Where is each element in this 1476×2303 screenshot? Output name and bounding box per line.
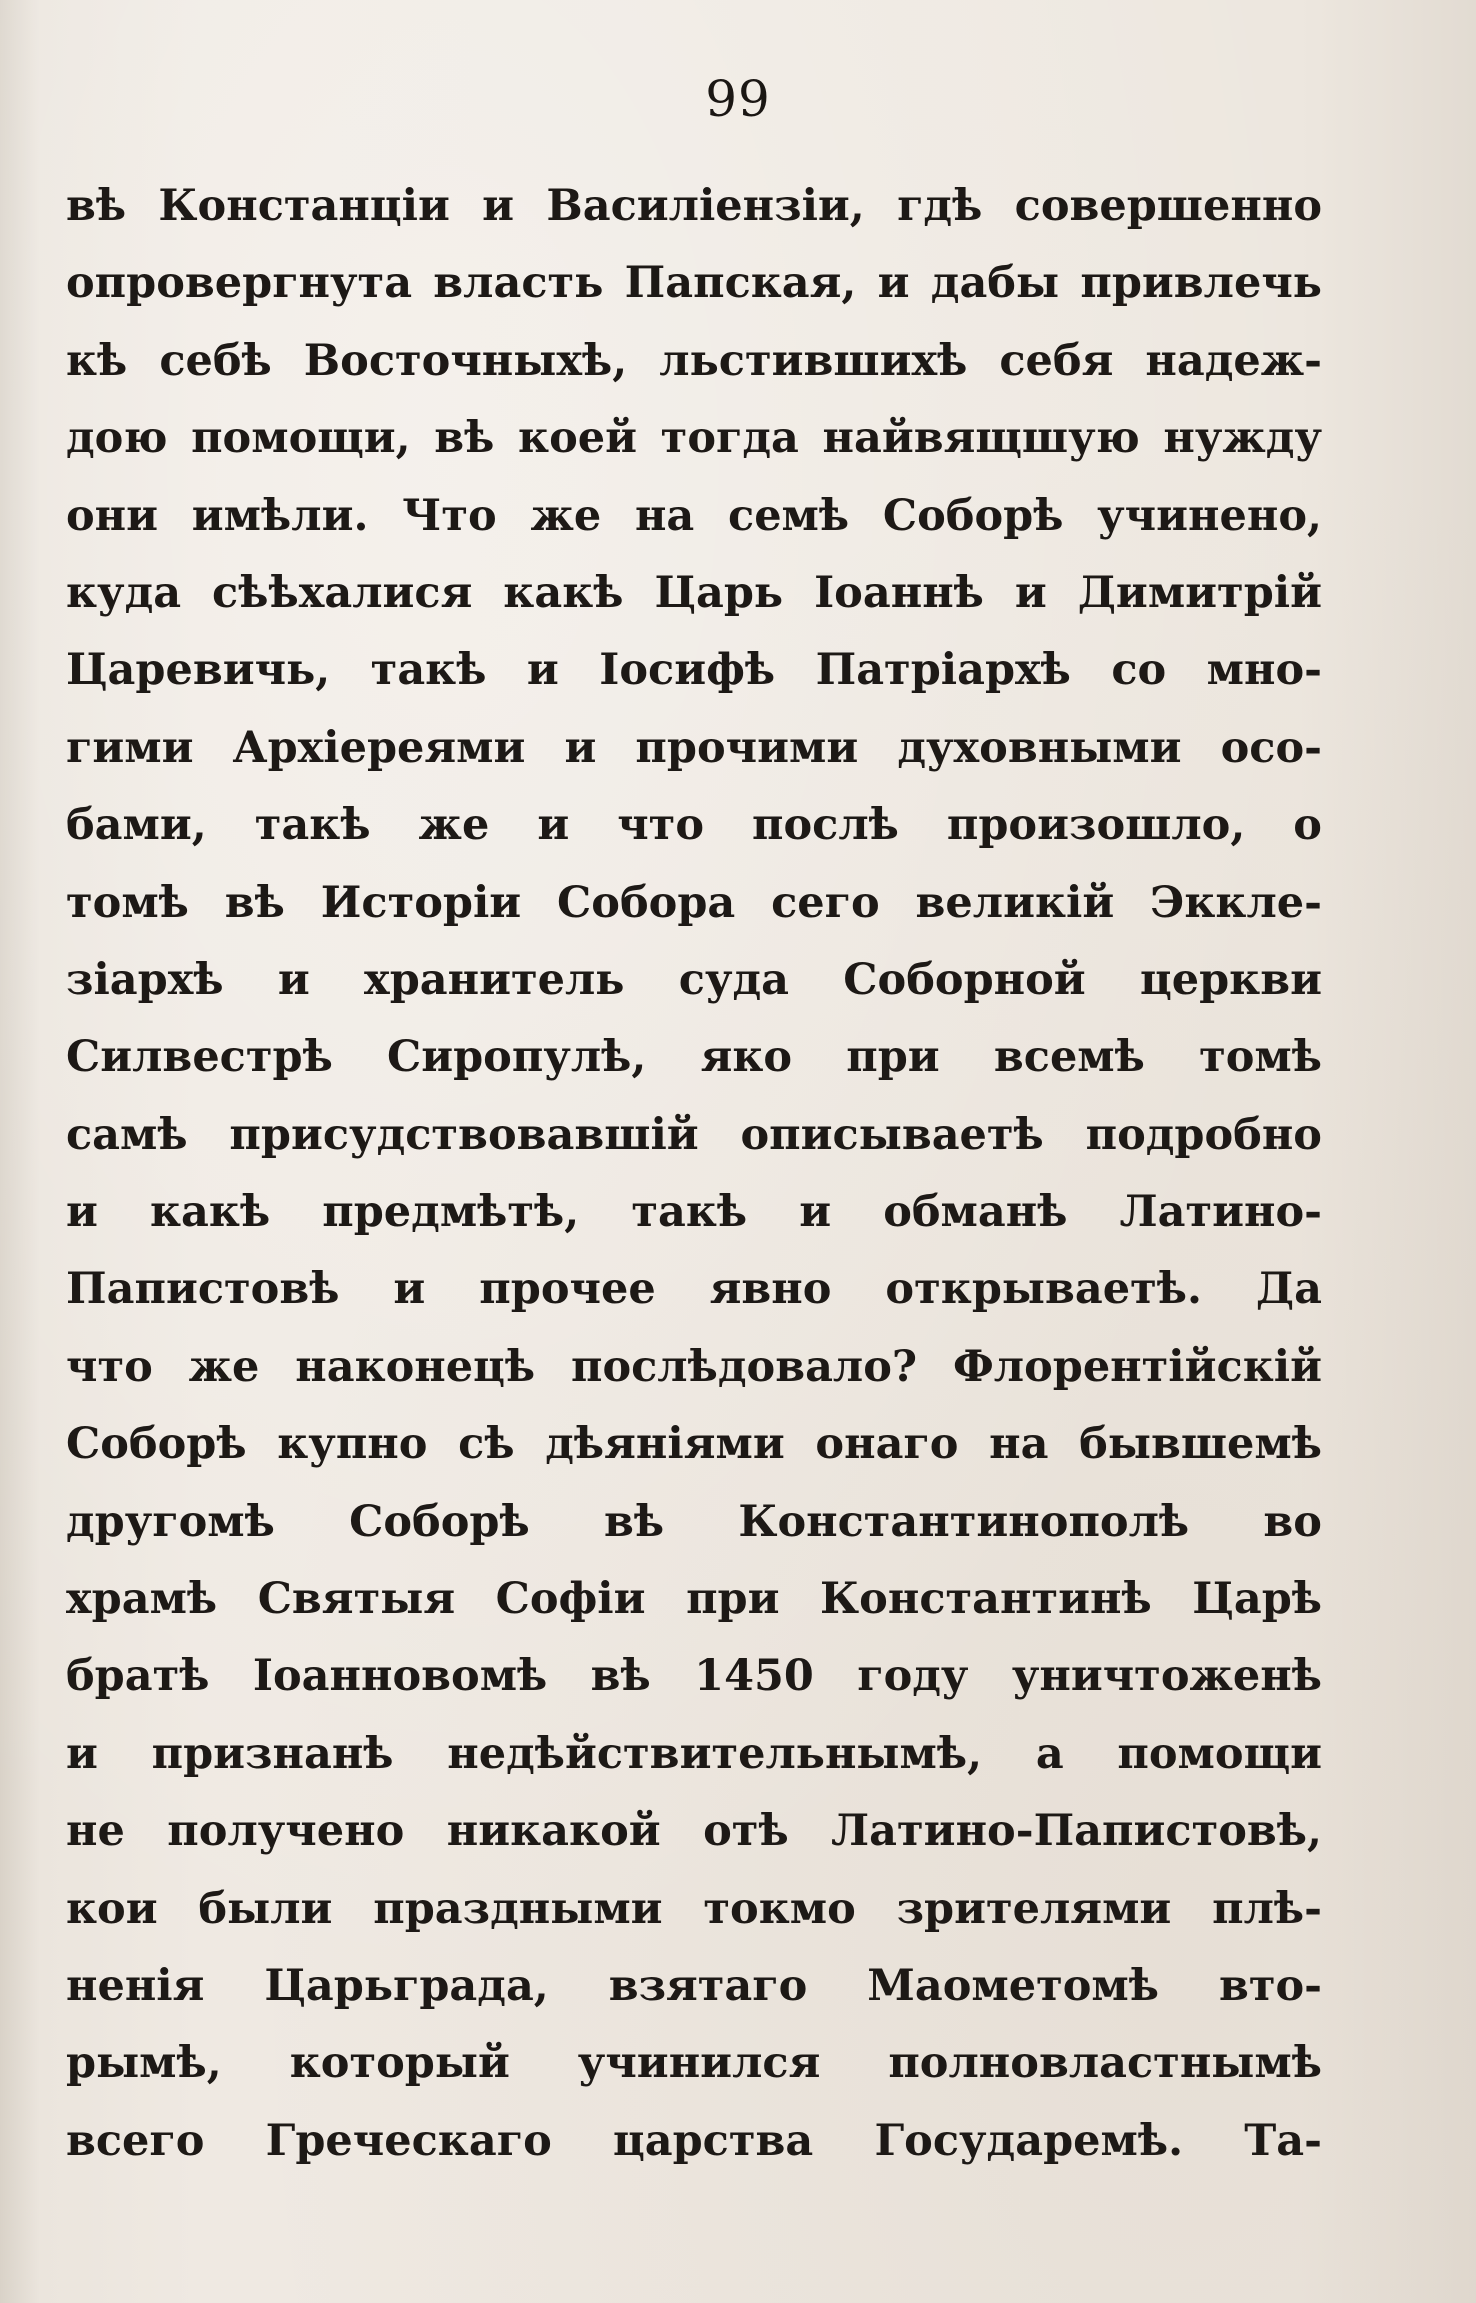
- text-line: ненія Царьграда, взятаго Маометомѣ вто-: [66, 1960, 1322, 2011]
- text-line: бами, такѣ же и что послѣ произошло, о: [66, 800, 1322, 851]
- text-line: Соборѣ купно сѣ дѣяніями онаго на бывшемѣ: [66, 1419, 1322, 1470]
- text-line: кѣ себѣ Восточныхѣ, льстившихѣ себя надеж-: [66, 335, 1322, 386]
- text-line: они имѣли. Что же на семѣ Соборѣ учинено,: [66, 490, 1322, 541]
- text-line: гими Архіереями и прочими духовными осо-: [66, 722, 1322, 773]
- text-line: томѣ вѣ Исторіи Собора сего великій Эккле-: [66, 877, 1322, 928]
- text-line: храмѣ Святыя Софіи при Константинѣ Царѣ: [66, 1574, 1322, 1625]
- text-line: и признанѣ недѣйствительнымѣ, а помощи: [66, 1728, 1322, 1779]
- text-line: и какѣ предмѣтѣ, такѣ и обманѣ Латино-: [66, 1187, 1322, 1238]
- page-number: 99: [705, 70, 771, 128]
- text-line: всего Греческаго царства Государемѣ. Та-: [66, 2115, 1322, 2166]
- text-line: рымѣ, который учинился полновластнымѣ: [66, 2038, 1322, 2089]
- text-line: опровергнута власть Папская, и дабы привлечь: [66, 258, 1322, 309]
- body-text: [66, 168, 1322, 2180]
- text-line: Царевичь, такѣ и Іосифѣ Патріархѣ со мно-: [66, 645, 1322, 696]
- text-line: зіархѣ и хранитель суда Соборной церкви: [66, 954, 1322, 1005]
- text-line: Силвестрѣ Сиропулѣ, яко при всемѣ томѣ: [66, 1032, 1322, 1083]
- text-line: самѣ присудствовавшій описываетѣ подробно: [66, 1109, 1322, 1160]
- text-line: не получено никакой отѣ Латино-Папистовѣ,: [66, 1806, 1322, 1857]
- text-line: кои были праздными токмо зрителями плѣ-: [66, 1883, 1322, 1934]
- text-line: братѣ Іоанновомѣ вѣ 1450 году уничтоженѣ: [66, 1651, 1322, 1702]
- text-line: вѣ Констанціи и Василіензіи, гдѣ совершенно: [66, 181, 1322, 231]
- text-line: Папистовѣ и прочее явно открываетѣ. Да: [66, 1264, 1322, 1315]
- text-line: другомѣ Соборѣ вѣ Константинополѣ во: [66, 1496, 1322, 1547]
- text-line: куда сѣѣхалися какѣ Царь Іоаннѣ и Димитрій: [66, 567, 1322, 618]
- text-line: что же наконецѣ послѣдовало? Флорентійскій: [66, 1341, 1322, 1392]
- text-line: дою помощи, вѣ коей тогда найвящшую нужду: [66, 413, 1322, 464]
